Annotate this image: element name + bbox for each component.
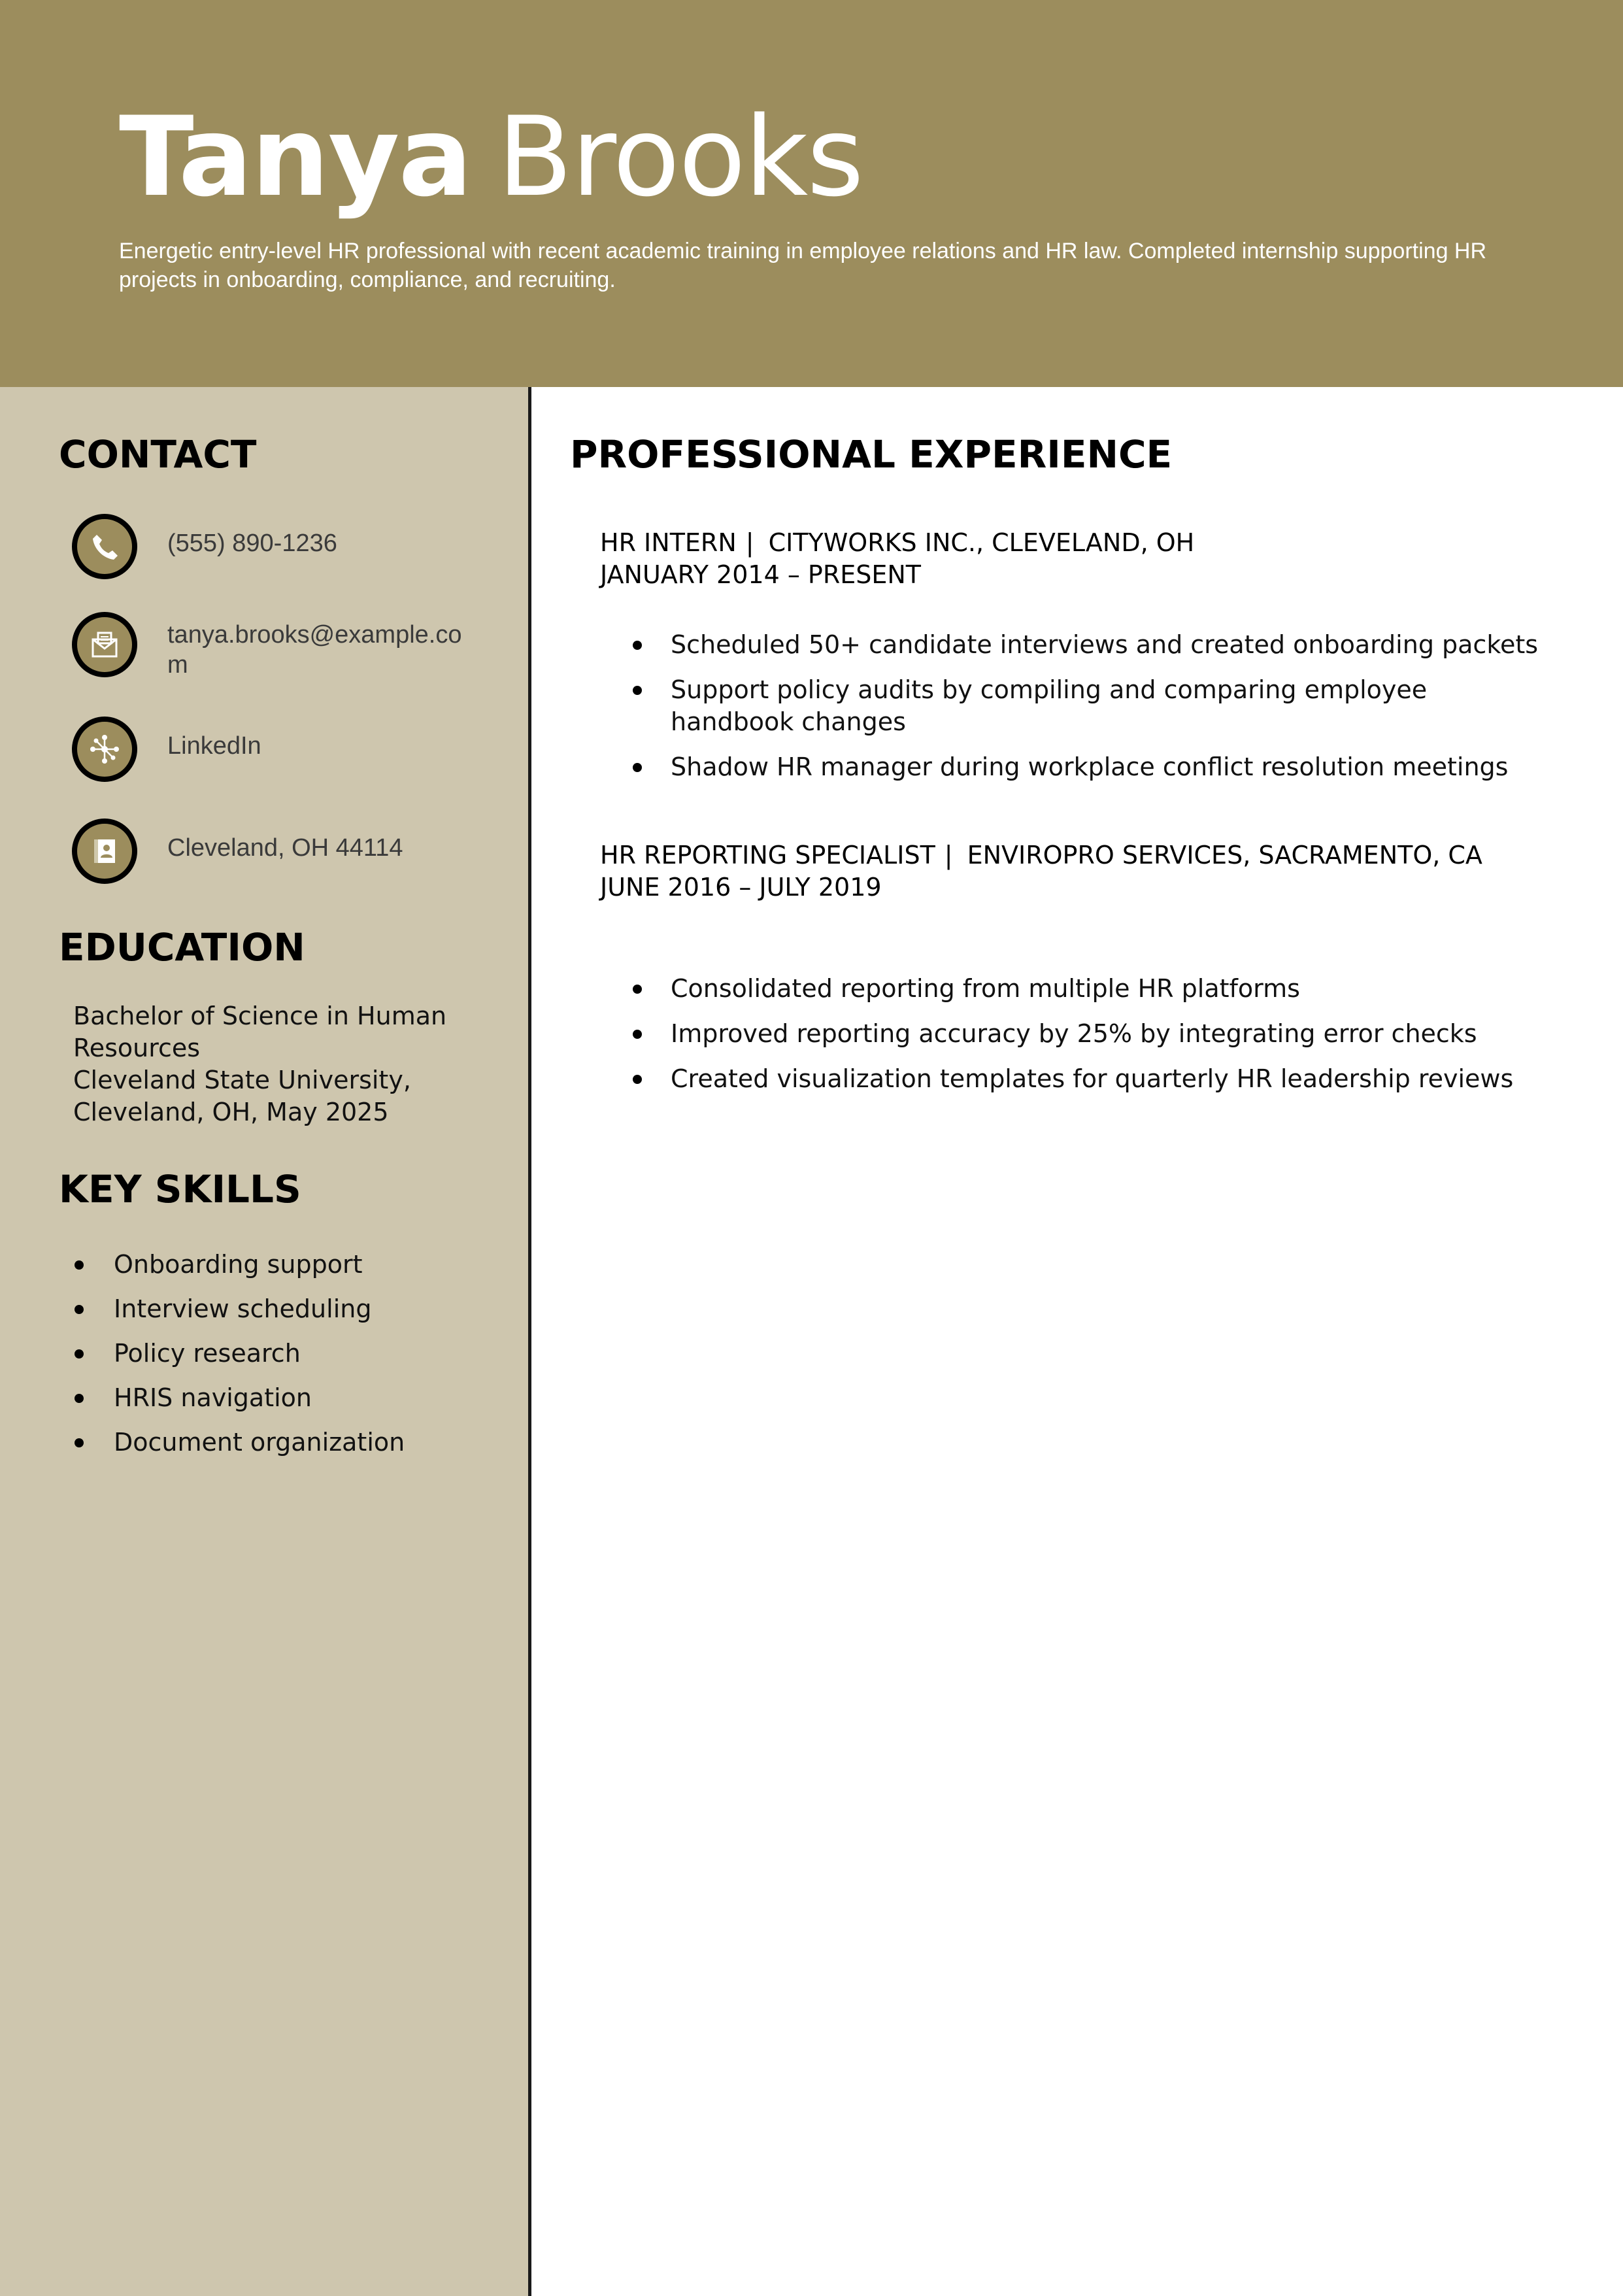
job-company: ENVIROPRO SERVICES, SACRAMENTO, CA bbox=[967, 841, 1482, 869]
skill-text: Document organization bbox=[114, 1428, 405, 1457]
bullet-text: Improved reporting accuracy by 25% by integrating error checks bbox=[671, 1019, 1477, 1048]
separator: | bbox=[944, 841, 953, 869]
bullet-text: Created visualization templates for quarterly HR leadership reviews bbox=[671, 1064, 1514, 1093]
phone-icon bbox=[72, 514, 137, 579]
linkedin-text: LinkedIn bbox=[167, 732, 261, 760]
education-entry bbox=[73, 1000, 492, 1128]
contact-email bbox=[72, 612, 490, 684]
list-item bbox=[72, 1420, 405, 1464]
list-item bbox=[630, 751, 1545, 783]
job-title: HR REPORTING SPECIALIST bbox=[600, 841, 935, 869]
address-book-icon bbox=[72, 819, 137, 884]
school: Cleveland State University, Cleveland, OH, May 2025 bbox=[73, 1066, 411, 1126]
bullet-icon bbox=[633, 641, 642, 650]
list-item bbox=[72, 1331, 405, 1376]
bullet-icon bbox=[75, 1438, 84, 1447]
bullet-icon bbox=[633, 686, 642, 695]
bullet-icon bbox=[633, 985, 642, 994]
email-icon bbox=[72, 612, 137, 677]
skill-text: Onboarding support bbox=[114, 1250, 363, 1279]
candidate-name bbox=[119, 92, 863, 222]
job-bullets bbox=[630, 629, 1545, 796]
last-name: Brooks bbox=[497, 93, 863, 221]
list-item bbox=[630, 629, 1545, 661]
bullet-text: Consolidated reporting from multiple HR platforms bbox=[671, 974, 1300, 1003]
contact-linkedin bbox=[72, 717, 490, 782]
bullet-icon bbox=[75, 1260, 84, 1270]
separator: | bbox=[745, 528, 754, 557]
skills-list bbox=[72, 1242, 405, 1464]
list-item bbox=[630, 1018, 1545, 1050]
network-icon bbox=[72, 717, 137, 782]
job-header bbox=[600, 839, 1528, 903]
list-item bbox=[630, 674, 1545, 738]
bullet-icon bbox=[633, 1075, 642, 1084]
bullet-icon bbox=[75, 1349, 84, 1359]
skills-heading: KEY SKILLS bbox=[59, 1167, 301, 1211]
column-divider bbox=[528, 387, 531, 2296]
bullet-icon bbox=[75, 1394, 84, 1403]
header-band bbox=[0, 0, 1623, 387]
job-title: HR INTERN bbox=[600, 528, 737, 557]
experience-heading: PROFESSIONAL EXPERIENCE bbox=[570, 432, 1173, 477]
phone-text: (555) 890-1236 bbox=[167, 530, 337, 557]
bullet-icon bbox=[633, 763, 642, 772]
list-item bbox=[72, 1242, 405, 1287]
list-item bbox=[630, 1063, 1545, 1095]
skill-text: HRIS navigation bbox=[114, 1383, 312, 1412]
degree: Bachelor of Science in Human Resources bbox=[73, 1002, 447, 1062]
bullet-icon bbox=[633, 1030, 642, 1039]
profile-summary: Energetic entry-level HR professional with recent academic training in employee relations and HR law. Completed internship supporting HR projects in onboarding, compliance, and recruiting. bbox=[119, 239, 1487, 292]
bullet-text: Shadow HR manager during workplace conflict resolution meetings bbox=[671, 752, 1509, 781]
email-text: tanya.brooks@example.com bbox=[167, 621, 462, 679]
skill-text: Interview scheduling bbox=[114, 1294, 372, 1323]
education-heading: EDUCATION bbox=[59, 925, 305, 970]
job-company: CITYWORKS INC., CLEVELAND, OH bbox=[768, 528, 1195, 557]
bullet-icon bbox=[75, 1305, 84, 1314]
contact-heading: CONTACT bbox=[59, 432, 257, 477]
bullet-text: Support policy audits by compiling and comparing employee handbook changes bbox=[671, 675, 1428, 736]
list-item bbox=[72, 1376, 405, 1420]
job-bullets bbox=[630, 973, 1545, 1108]
contact-location bbox=[72, 819, 490, 884]
first-name: Tanya bbox=[119, 93, 471, 221]
job-header bbox=[600, 527, 1541, 591]
location-text: Cleveland, OH 44114 bbox=[167, 834, 403, 862]
job-dates: JANUARY 2014 – PRESENT bbox=[600, 560, 921, 589]
contact-phone bbox=[72, 514, 490, 579]
skill-text: Policy research bbox=[114, 1339, 301, 1368]
job-dates: JUNE 2016 – JULY 2019 bbox=[600, 873, 882, 902]
list-item bbox=[630, 973, 1545, 1005]
bullet-text: Scheduled 50+ candidate interviews and created onboarding packets bbox=[671, 630, 1539, 659]
list-item bbox=[72, 1287, 405, 1331]
